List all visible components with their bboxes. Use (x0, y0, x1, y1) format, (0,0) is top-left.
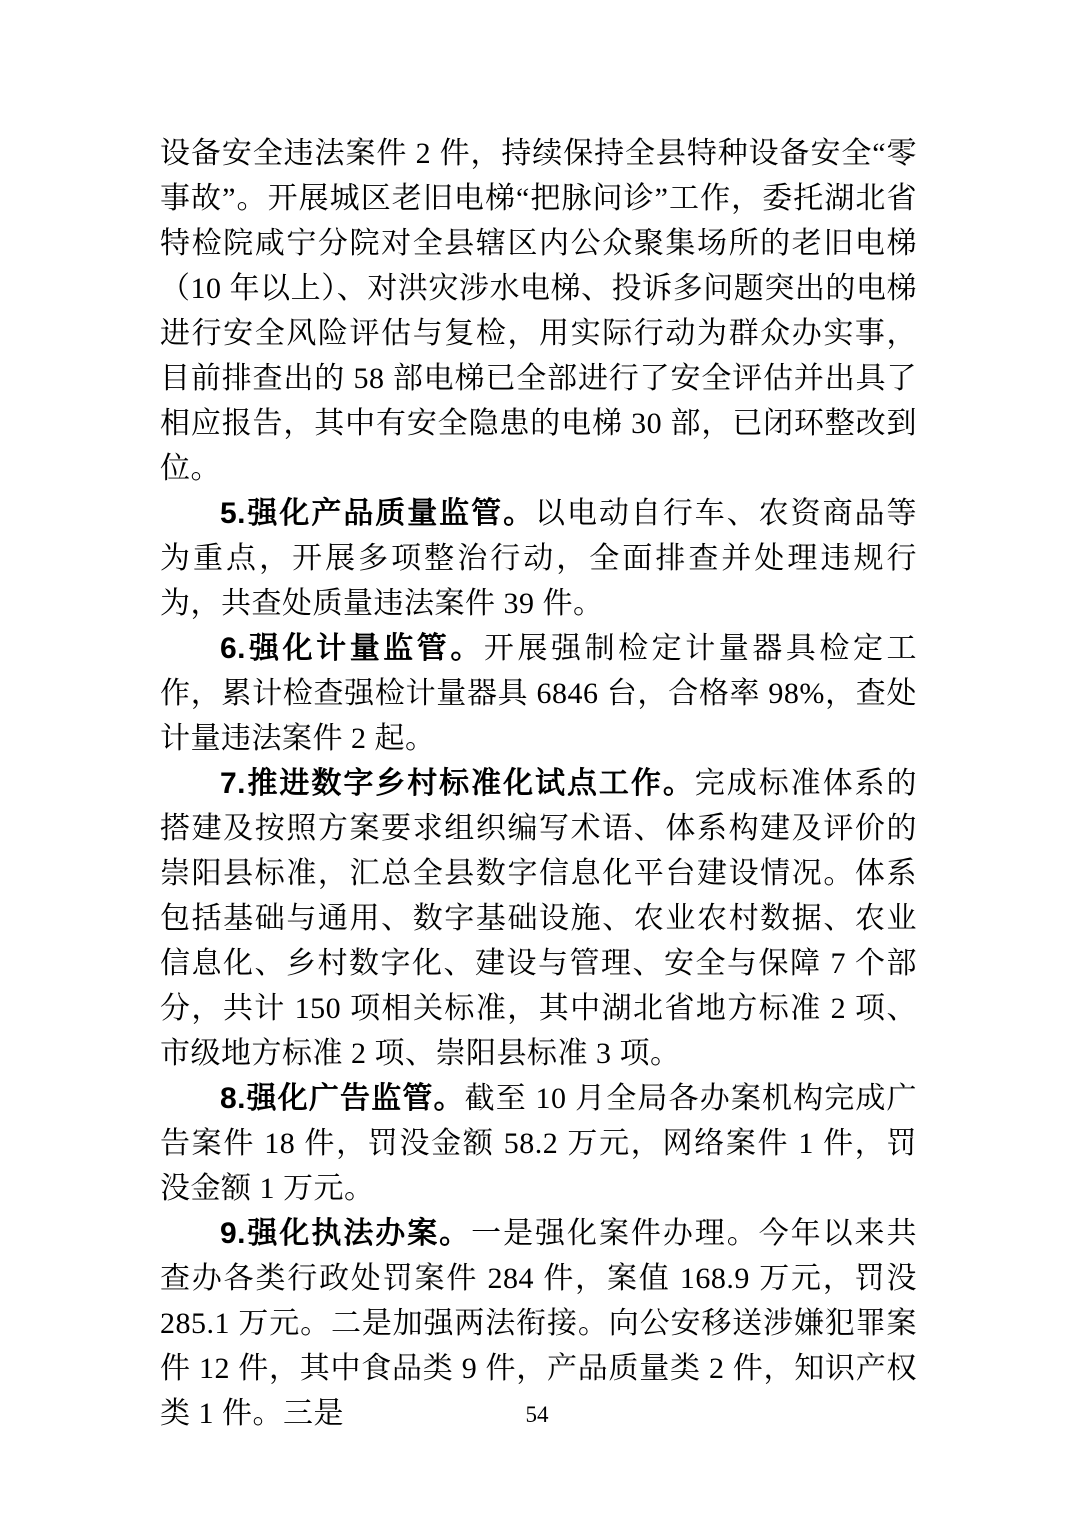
paragraph-text: 以电动自行车、农资商品等为重点，开展多项整治行动，全面排查并处理违规行为，共查处质量违法案件 39 件。 (160, 497, 917, 620)
paragraph-text: 一是强化案件办理。今年以来共查办各类行政处罚案件 284 件，案值 168.9 万元，罚没 285.1 万元。二是加强两法衔接。向公安移送涉嫌犯罪案件 12 件，其中食品类 9 件，产品质量类 2 件，知识产权类 1 件。三是 (160, 1217, 918, 1430)
paragraph-item-8 (160, 1076, 917, 1211)
paragraph-item-7 (160, 761, 917, 1076)
paragraph-heading: 5.强化产品质量监管。 (220, 497, 536, 530)
paragraph-text: 开展强制检定计量器具检定工作，累计检查强检计量器具 6846 台，合格率 98%，查处计量违法案件 2 起。 (160, 632, 918, 755)
paragraph-item-5 (160, 491, 917, 626)
paragraph-heading: 7.推进数字乡村标准化试点工作。 (220, 767, 695, 800)
paragraph-continuation (160, 131, 917, 491)
paragraph-text: 截至 10 月全局各办案机构完成广告案件 18 件，罚没金额 58.2 万元，网络案件 1 件，罚没金额 1 万元。 (160, 1082, 917, 1205)
paragraph-heading: 8.强化广告监管。 (220, 1082, 465, 1115)
document-body (160, 131, 917, 1436)
paragraph-heading: 9.强化执法办案。 (220, 1217, 472, 1250)
paragraph-heading: 6.强化计量监管。 (220, 632, 484, 665)
paragraph-item-6 (160, 626, 917, 761)
page-number: 54 (525, 1402, 549, 1427)
paragraph-text: 完成标准体系的搭建及按照方案要求组织编写术语、体系构建及评价的崇阳县标准，汇总全县数字信息化平台建设情况。体系包括基础与通用、数字基础设施、农业农村数据、农业信息化、乡村数字化、建设与管理、安全与保障 7 个部分，共计 150 项相关标准，其中湖北省地方标准 2 项、市级地方标准 2 项、崇阳县标准 3 项。 (160, 767, 918, 1070)
paragraph-text: 设备安全违法案件 2 件，持续保持全县特种设备安全“零事故”。开展城区老旧电梯“把脉问诊”工作，委托湖北省特检院咸宁分院对全县辖区内公众聚集场所的老旧电梯（10 年以上）、对洪灾涉水电梯、投诉多问题突出的电梯进行安全风险评估与复检，用实际行动为群众办实事，目前排查出的 58 部电梯已全部进行了安全评估并出具了相应报告，其中有安全隐患的电梯 30 部，已闭环整改到位。 (160, 137, 917, 485)
